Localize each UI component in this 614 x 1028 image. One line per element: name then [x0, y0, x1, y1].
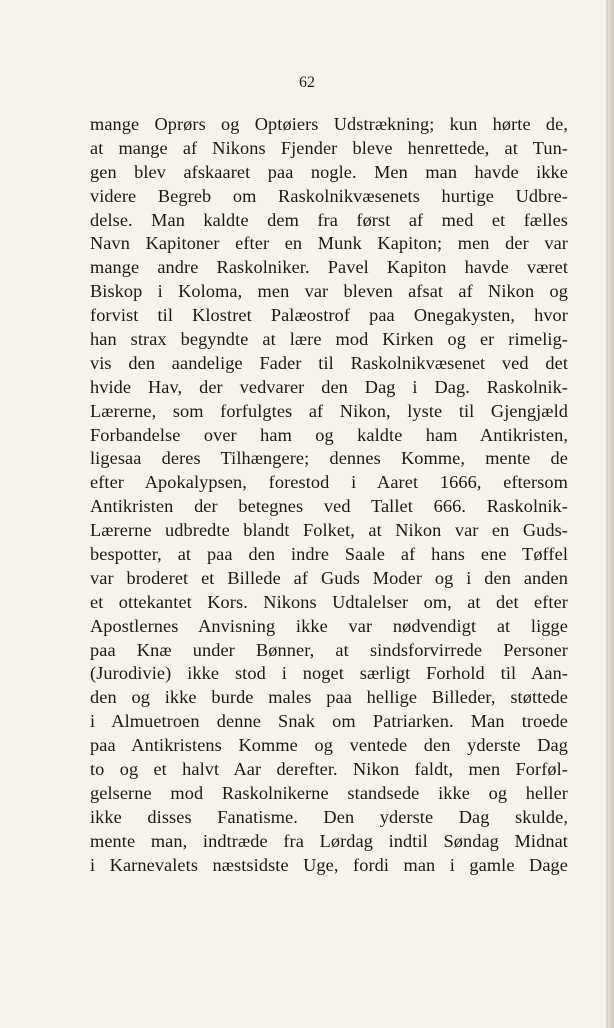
text-line: ligesaa deres Tilhængere; dennes Komme, mente de — [90, 448, 568, 469]
page-edge — [608, 0, 614, 1028]
text-line: vis den aandelige Fader til Raskolnikvæsenet ved det — [90, 352, 568, 373]
text-line: mange Oprørs og Optøiers Udstrækning; kun hørte de, — [90, 114, 568, 134]
text-line: Biskop i Koloma, men var bleven afsat af Nikon og — [90, 281, 568, 302]
text-line: hvide Hav, der vedvarer den Dag i Dag. Raskolnik- — [90, 376, 568, 397]
text-line: ikke disses Fanatisme. Den yderste Dag skulde, — [90, 806, 568, 827]
text-line: i Karnevalets næstsidste Uge, fordi man i gamle Dage — [90, 854, 568, 875]
text-line: delse. Man kaldte dem fra først af med et fælles — [90, 209, 568, 230]
text-line: var broderet et Billede af Guds Moder og i den anden — [90, 567, 568, 588]
text-line: paa Knæ under Bønner, at sindsforvirrede Personer — [90, 639, 568, 660]
text-line: Navn Kapitoner efter en Munk Kapiton; men der var — [90, 233, 568, 254]
text-line: forvist til Klostret Palæostrof paa Onegakysten, hvor — [90, 305, 568, 326]
text-line: gelserne mod Raskolnikerne standsede ikke og heller — [90, 782, 568, 803]
text-line: at mange af Nikons Fjender bleve henrettede, at Tun- — [90, 137, 568, 158]
text-line: Forbandelse over ham og kaldte ham Antikristen, — [90, 424, 568, 445]
text-line: bespotter, at paa den indre Saale af hans ene Tøffel — [90, 544, 568, 565]
text-line: efter Apokalypsen, forestod i Aaret 1666, eftersom — [90, 472, 568, 493]
body-text — [90, 113, 568, 878]
text-line: mange andre Raskolniker. Pavel Kapiton havde været — [90, 257, 568, 278]
text-line: Lærerne, som forfulgtes af Nikon, lyste til Gjengjæld — [90, 400, 568, 421]
text-line: den og ikke burde males paa hellige Billeder, støttede — [90, 687, 568, 708]
page-number: 62 — [299, 74, 315, 91]
text-line: Apostlernes Anvisning ikke var nødvendigt at ligge — [90, 615, 568, 636]
text-line: Lærerne udbredte blandt Folket, at Nikon var en Guds- — [90, 520, 568, 541]
text-line: videre Begreb om Raskolnikvæsenets hurtige Udbre- — [90, 185, 568, 206]
text-line: i Almuetroen denne Snak om Patriarken. Man troede — [90, 711, 568, 732]
text-line: mente man, indtræde fra Lørdag indtil Søndag Midnat — [90, 830, 568, 851]
text-line: to og et halvt Aar derefter. Nikon faldt, men Forføl- — [90, 759, 568, 780]
text-line: et ottekantet Kors. Nikons Udtalelser om, at det efter — [90, 591, 568, 612]
text-line: paa Antikristens Komme og ventede den yderste Dag — [90, 735, 568, 756]
text-line: (Jurodivie) ikke stod i noget særligt Forhold til Aan- — [90, 663, 568, 684]
text-line: gen blev afskaaret paa nogle. Men man havde ikke — [90, 161, 568, 182]
text-line: Antikristen der betegnes ved Tallet 666. Raskolnik- — [90, 496, 568, 517]
text-line: han strax begyndte at lære mod Kirken og er rimelig- — [90, 329, 568, 350]
